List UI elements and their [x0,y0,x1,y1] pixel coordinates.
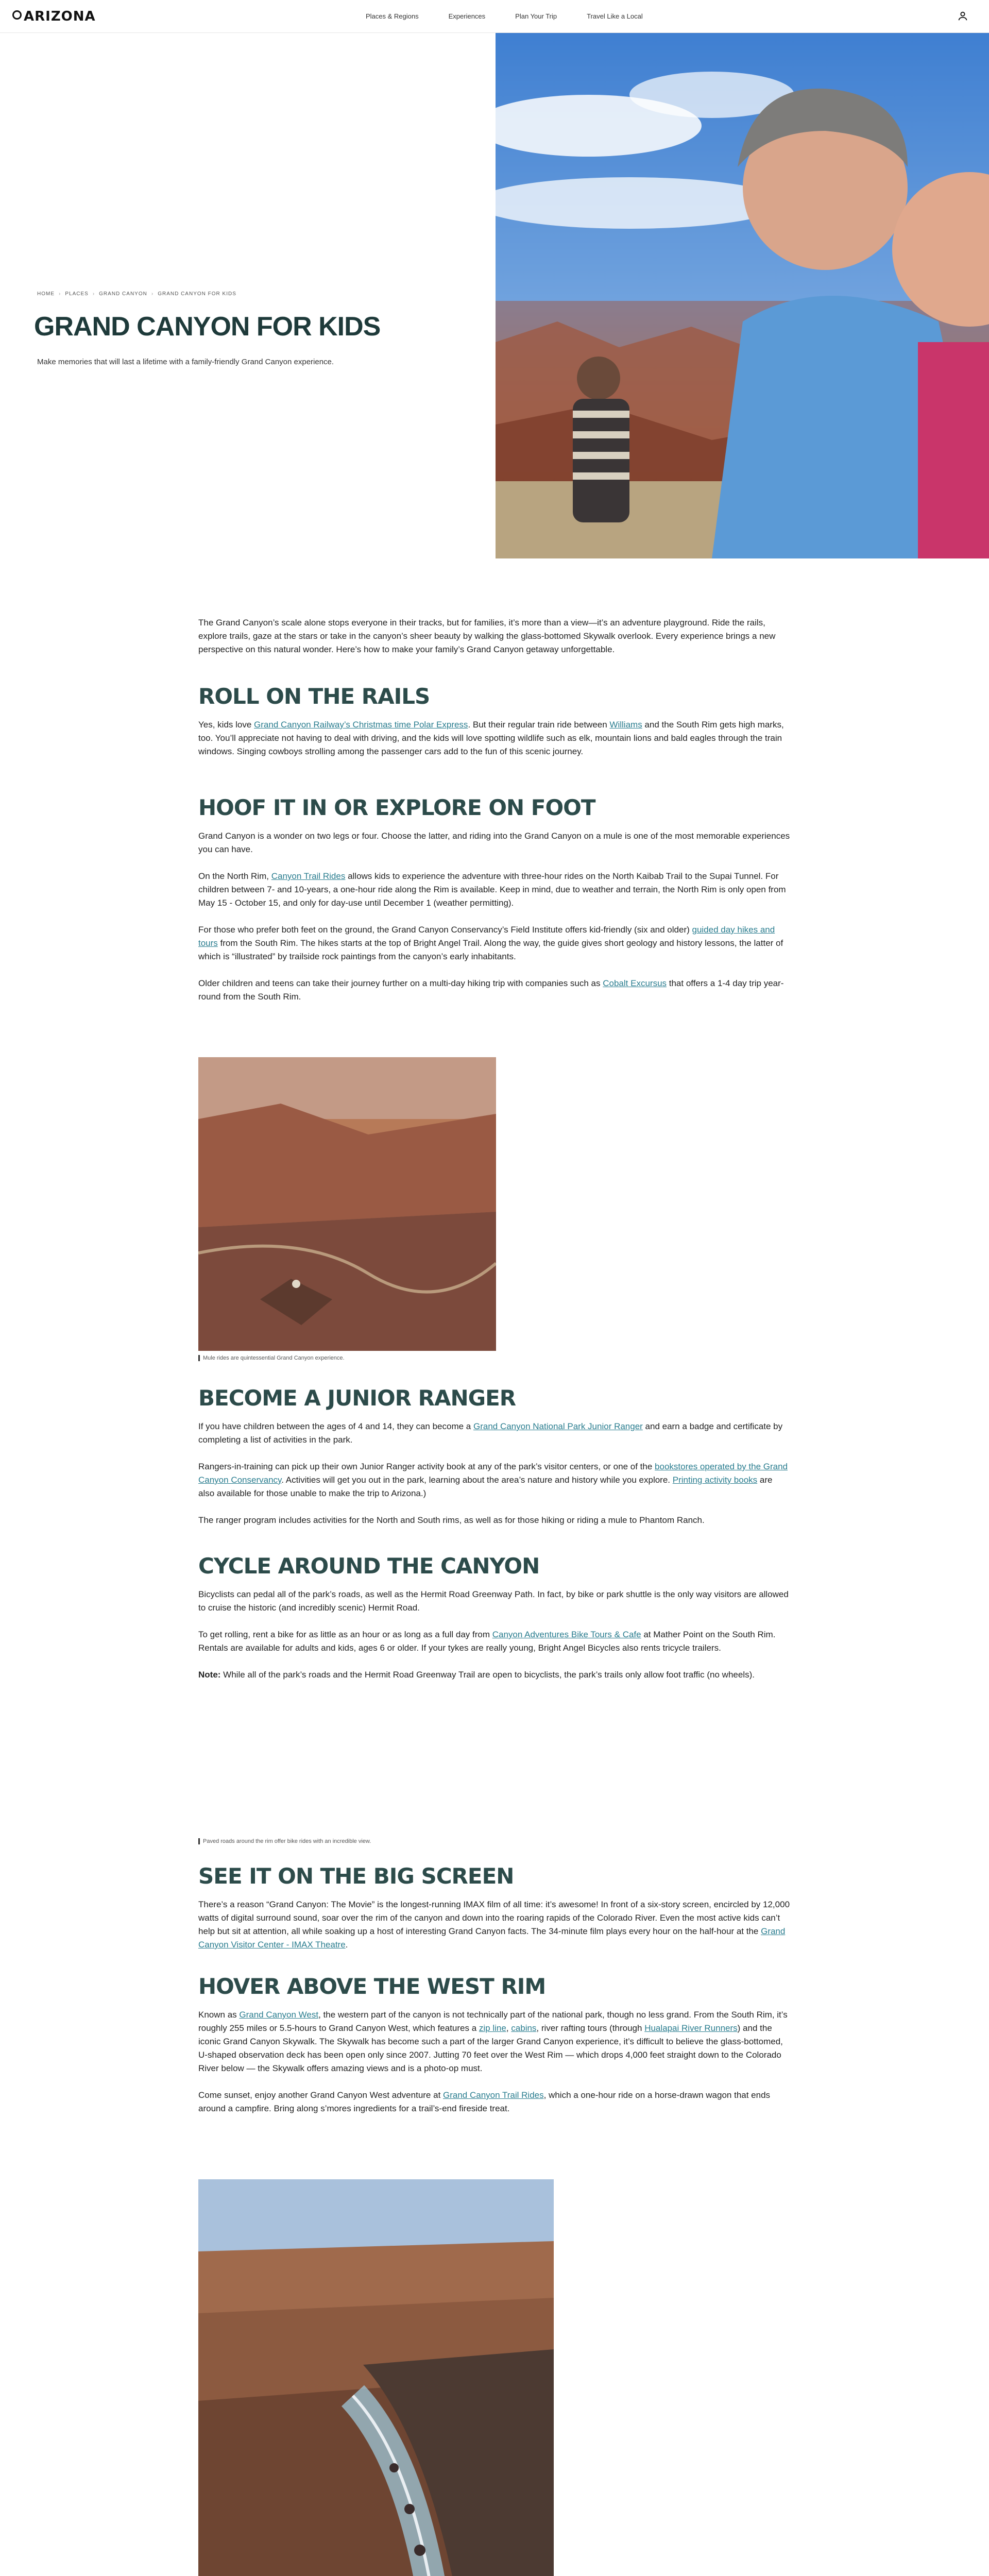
rails-section [198,684,791,758]
page-title: GRAND CANYON FOR KIDS [34,312,381,342]
printing-activity-books-link[interactable]: Printing activity books [672,1475,758,1485]
hualapai-river-runners-link[interactable]: Hualapai River Runners [644,2023,738,2033]
imax-theatre-link[interactable]: Grand Canyon Visitor Center - IMAX Theatre [198,1926,786,1950]
page-subtitle: Make memories that will last a lifetime with a family-friendly Grand Canyon experience. [37,358,334,366]
ranger-paragraph-3: The ranger program includes activities for the North and South rims, as well as for those hiking or riding a mule to Phantom Ranch. [198,1515,705,1525]
west-rim-paragraph-1: Known as Grand Canyon West, the western part of the canyon is not technically part of the national park, though no less grand. From the South Rim, it’s roughly 255 miles or 5.5-hours to Grand Canyon West, which features a zip line, cabins, river rafting tours (through Hualapai River Runners) and the iconic Grand Canyon Skywalk. The Skywalk has become such a part of the larger Grand Canyon experience, it’s difficult to believe the glass-bottomed, U-shaped observation deck has been open only since 2007. Jutting 70 feet over the West Rim — which drops 4,000 feet straight down to the Colorado River below — the Skywalk offers amazing views and is a photo-op must. [198,2010,788,2073]
hoof-paragraph-4: Older children and teens can take their journey further on a multi-day hiking trip with companies such as Cobalt Excursus that offers a 1-4 day trip year-round from the South Rim. [198,978,784,1002]
imax-paragraph: There’s a reason “Grand Canyon: The Movie” is the longest-running IMAX film of all time: it’s awesome! In front of a six-story screen, encircled by 12,000 watts of digital surround sound, soar over the rim of the canyon and down into the roaring rapids of the Colorado River. Even the most active kids can’t help but sit at attention, all while soaking up a host of interesting Grand Canyon facts. The 34-minute film plays every hour on the half-hour at the Grand Canyon Visitor Center - IMAX Theatre. [198,1900,790,1950]
breadcrumb-places[interactable]: PLACES [65,291,89,297]
hoof-section [198,795,791,1004]
breadcrumb-current: GRAND CANYON FOR KIDS [158,291,236,297]
rails-heading: ROLL ON THE RAILS [198,684,430,709]
intro-section [198,616,791,656]
breadcrumb: HOME › PLACES › GRAND CANYON › GRAND CANYON FOR KIDS [37,291,236,297]
imax-heading: SEE IT ON THE BIG SCREEN [198,1863,514,1889]
ranger-paragraph-1: If you have children between the ages of 4 and 14, they can become a Grand Canyon National Park Junior Ranger and earn a badge and certificate by completing a list of activities in the park. [198,1421,783,1445]
ranger-section [198,1386,791,1527]
rails-paragraph: Yes, kids love Grand Canyon Railway’s Christmas time Polar Express. But their regular train ride between Williams and the South Rim gets high marks, too. You’ll appreciate not having to deal with driving, and the kids will love spotting wildlife such as elk, mountain lions and bald eagles through the train windows. Singing cowboys strolling among the passenger cars add to the fun of this scenic journey. [198,720,784,756]
family-canyon-photo [496,33,989,558]
site-logo[interactable]: ARIZONA [12,9,96,24]
breadcrumb-home[interactable]: HOME [37,291,55,297]
site-header [0,0,989,33]
main-nav [366,12,643,20]
cobalt-excursus-link[interactable]: Cobalt Excursus [603,978,667,988]
cycle-note: Note: While all of the park’s roads and the Hermit Road Greenway Trail are open to bicyclists, the park’s trails only allow foot traffic (no wheels). [198,1670,755,1680]
imax-section [198,1864,791,1952]
williams-link[interactable]: Williams [609,720,642,730]
bookstores-link[interactable]: bookstores operated by the Grand Canyon Conservancy [198,1462,788,1485]
bike-tours-link[interactable]: Canyon Adventures Bike Tours & Cafe [492,1630,641,1639]
junior-ranger-link[interactable]: Grand Canyon National Park Junior Ranger [473,1421,643,1431]
guided-hikes-link[interactable]: guided day hikes and tours [198,925,775,948]
cycle-heading: CYCLE AROUND THE CANYON [198,1553,540,1579]
user-icon[interactable] [957,10,968,22]
trail-rides-link[interactable]: Grand Canyon Trail Rides [443,2090,544,2100]
mule-photo [198,1057,496,1351]
breadcrumb-grand-canyon[interactable]: GRAND CANYON [99,291,147,297]
mule-photo-caption: Mule rides are quintessential Grand Canyon experience. [198,1355,345,1361]
west-rim-paragraph-2: Come sunset, enjoy another Grand Canyon West adventure at Grand Canyon Trail Rides, which a one-hour ride on a horse-drawn wagon that ends around a campfire. Bring along s’mores ingredients for a trail’s-end fireside treat. [198,2090,771,2113]
hoof-paragraph-2: On the North Rim, Canyon Trail Rides allows kids to experience the adventure with three-hour rides on the North Kaibab Trail to the Supai Tunnel. For children between 7- and 10-years, a one-hour ride along the Rim is available. Keep in mind, due to weather and terrain, the North Rim is only open from May 15 - October 15, and only for day-use until December 1 (weather permitting). [198,871,786,908]
ranger-paragraph-2: Rangers-in-training can pick up their own Junior Ranger activity book at any of the park’s visitor centers, or one of the bookstores operated by the Grand Canyon Conservancy. Activities will get you out in the park, learning about the area’s nature and history while you explore. Printing activity books are also available for those unable to make the trip to Arizona.) [198,1462,788,1498]
zip-line-link[interactable]: zip line [479,2023,506,2033]
hero-panel [0,33,496,558]
cabins-link[interactable]: cabins [511,2023,537,2033]
grand-canyon-west-link[interactable]: Grand Canyon West [239,2010,319,2020]
cycle-paragraph-2: To get rolling, rent a bike for as little as an hour or as long as a full day from Canyon Adventures Bike Tours & Cafe at Mather Point on the South Rim. Rentals are available for adults and kids, ages 6 or older. If your tykes are really young, Bright Angel Bicycles also rents tricycle trailers. [198,1630,776,1653]
ranger-heading: BECOME A JUNIOR RANGER [198,1385,516,1411]
nav-travel-like-a-local[interactable]: Travel Like a Local [587,12,643,20]
hoof-paragraph-1: Grand Canyon is a wonder on two legs or four. Choose the latter, and riding into the Grand Canyon on a mule is one of the most memorable experiences you can have. [198,831,790,854]
nav-plan-your-trip[interactable]: Plan Your Trip [515,12,557,20]
canyon-trail-rides-link[interactable]: Canyon Trail Rides [271,871,346,881]
cycle-paragraph-1: Bicyclists can pedal all of the park’s roads, as well as the Hermit Road Greenway Path. In fact, by bike or park shuttle is the only way visitors are allowed to cruise the historic (and incredibly scenic) Hermit Road. [198,1589,789,1613]
hero-photo [496,33,989,558]
nav-places-regions[interactable]: Places & Regions [366,12,419,20]
intro-paragraph: The Grand Canyon’s scale alone stops everyone in their tracks, but for families, it’s more than a view—it’s an adventure playground. Ride the rails, explore trails, gaze at the stars or take in the canyon’s sheer beauty by walking the glass-bottomed Skywalk overlook. Every experience brings a new perspective on this natural wonder. Here’s how to make your family’s Grand Canyon getaway unforgettable. [198,618,776,654]
west-rim-heading: HOVER ABOVE THE WEST RIM [198,1974,546,1999]
skywalk-photo [198,2179,554,2576]
west-rim-section [198,1974,791,2115]
cycle-section [198,1554,791,1682]
hoof-paragraph-3: For those who prefer both feet on the ground, the Grand Canyon Conservancy’s Field Institute offers kid-friendly (six and older) guided day hikes and tours from the South Rim. The hikes starts at the top of Bright Angel Trail. Along the way, the guide gives short geology and history lessons, the latter of which is “illustrated” by trailside rock paintings from the canyon’s early inhabitants. [198,925,783,961]
bike-photo-caption: Paved roads around the rim offer bike rides with an incredible view. [198,1838,371,1844]
hoof-heading: HOOF IT IN OR EXPLORE ON FOOT [198,795,595,820]
polar-express-link[interactable]: Grand Canyon Railway’s Christmas time Polar Express [254,720,468,730]
nav-experiences[interactable]: Experiences [448,12,486,20]
